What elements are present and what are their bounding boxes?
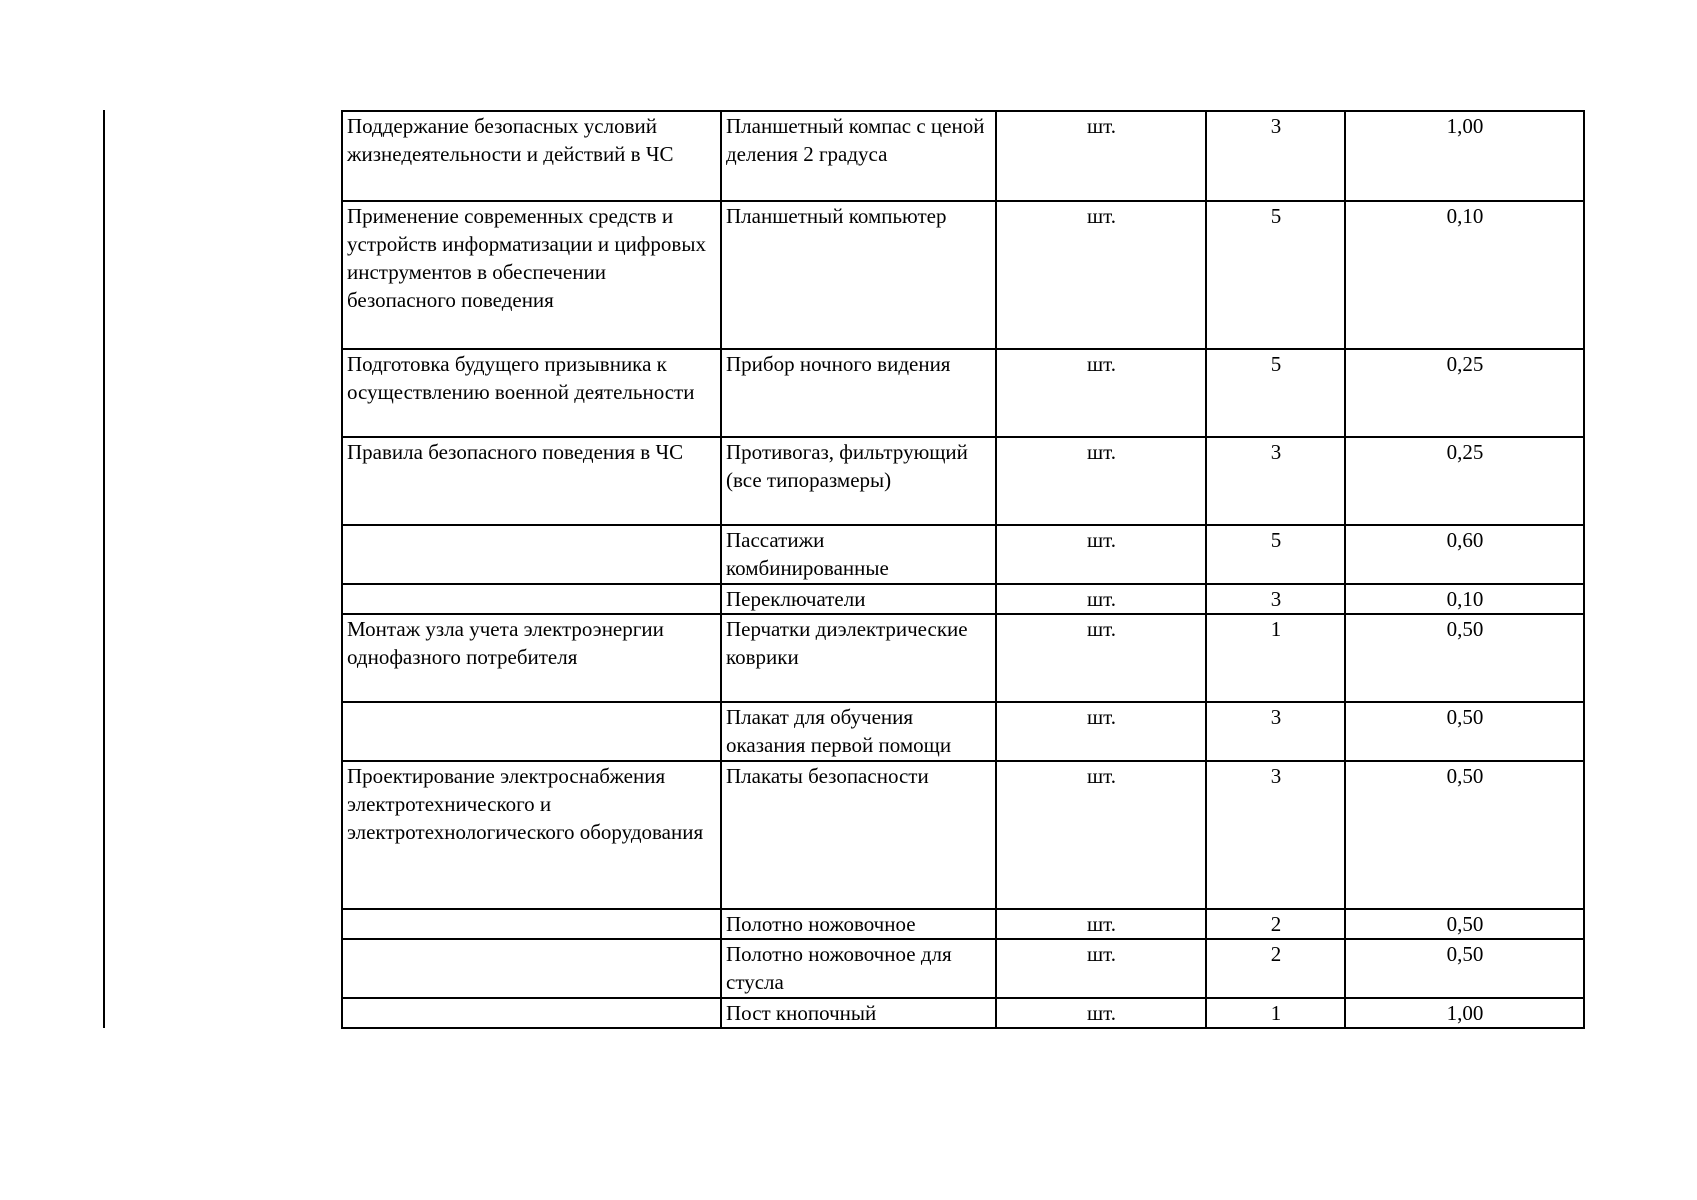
norm-cell: 0,25 <box>1345 437 1584 525</box>
equipment-table <box>341 110 1585 1029</box>
unit-cell: шт. <box>996 702 1206 761</box>
topic-cell: Поддержание безопасных условий жизнедеятельности и действий в ЧС <box>342 111 721 201</box>
topic-cell <box>342 584 721 614</box>
table-row <box>342 201 1584 349</box>
topic-cell: Подготовка будущего призывника к осуществлению военной деятельности <box>342 349 721 437</box>
item-cell: Перчатки диэлектрические коврики <box>721 614 996 702</box>
item-cell: Пассатижи комбинированные <box>721 525 996 584</box>
topic-cell <box>342 998 721 1028</box>
topic-cell <box>342 702 721 761</box>
norm-cell: 0,10 <box>1345 201 1584 349</box>
item-cell: Плакат для обучения оказания первой помощи <box>721 702 996 761</box>
topic-cell <box>342 525 721 584</box>
table-row <box>342 584 1584 614</box>
item-cell: Полотно ножовочное <box>721 909 996 939</box>
item-cell: Плакаты безопасности <box>721 761 996 909</box>
table-row <box>342 349 1584 437</box>
norm-cell: 0,50 <box>1345 761 1584 909</box>
qty-cell: 3 <box>1206 584 1345 614</box>
table-row <box>342 525 1584 584</box>
qty-cell: 3 <box>1206 761 1345 909</box>
table-row <box>342 702 1584 761</box>
unit-cell: шт. <box>996 614 1206 702</box>
unit-cell: шт. <box>996 201 1206 349</box>
qty-cell: 2 <box>1206 939 1345 998</box>
unit-cell: шт. <box>996 111 1206 201</box>
norm-cell: 0,50 <box>1345 909 1584 939</box>
norm-cell: 0,50 <box>1345 939 1584 998</box>
item-cell: Прибор ночного видения <box>721 349 996 437</box>
table-row <box>342 909 1584 939</box>
unit-cell: шт. <box>996 437 1206 525</box>
item-cell: Переключатели <box>721 584 996 614</box>
topic-cell <box>342 939 721 998</box>
table-row <box>342 939 1584 998</box>
item-cell: Пост кнопочный <box>721 998 996 1028</box>
qty-cell: 3 <box>1206 111 1345 201</box>
item-cell: Планшетный компьютер <box>721 201 996 349</box>
qty-cell: 5 <box>1206 349 1345 437</box>
table-row <box>342 437 1584 525</box>
table-row <box>342 111 1584 201</box>
qty-cell: 3 <box>1206 702 1345 761</box>
table-row <box>342 998 1584 1028</box>
item-cell: Планшетный компас с ценой деления 2 градуса <box>721 111 996 201</box>
topic-cell: Монтаж узла учета электроэнергии однофазного потребителя <box>342 614 721 702</box>
item-cell: Противогаз, фильтрующий (все типоразмеры) <box>721 437 996 525</box>
qty-cell: 1 <box>1206 998 1345 1028</box>
unit-cell: шт. <box>996 349 1206 437</box>
unit-cell: шт. <box>996 909 1206 939</box>
norm-cell: 0,50 <box>1345 614 1584 702</box>
table-row <box>342 761 1584 909</box>
unit-cell: шт. <box>996 998 1206 1028</box>
norm-cell: 0,25 <box>1345 349 1584 437</box>
topic-cell: Правила безопасного поведения в ЧС <box>342 437 721 525</box>
topic-cell: Применение современных средств и устройств информатизации и цифровых инструментов в обеспечении безопасного поведения <box>342 201 721 349</box>
norm-cell: 0,10 <box>1345 584 1584 614</box>
qty-cell: 5 <box>1206 201 1345 349</box>
norm-cell: 1,00 <box>1345 111 1584 201</box>
table-row <box>342 614 1584 702</box>
page-margin-line <box>103 110 105 1028</box>
qty-cell: 2 <box>1206 909 1345 939</box>
norm-cell: 0,50 <box>1345 702 1584 761</box>
unit-cell: шт. <box>996 939 1206 998</box>
unit-cell: шт. <box>996 584 1206 614</box>
norm-cell: 0,60 <box>1345 525 1584 584</box>
unit-cell: шт. <box>996 761 1206 909</box>
qty-cell: 3 <box>1206 437 1345 525</box>
topic-cell: Проектирование электроснабжения электротехнического и электротехнологического оборудования <box>342 761 721 909</box>
qty-cell: 1 <box>1206 614 1345 702</box>
unit-cell: шт. <box>996 525 1206 584</box>
qty-cell: 5 <box>1206 525 1345 584</box>
topic-cell <box>342 909 721 939</box>
item-cell: Полотно ножовочное для стусла <box>721 939 996 998</box>
norm-cell: 1,00 <box>1345 998 1584 1028</box>
